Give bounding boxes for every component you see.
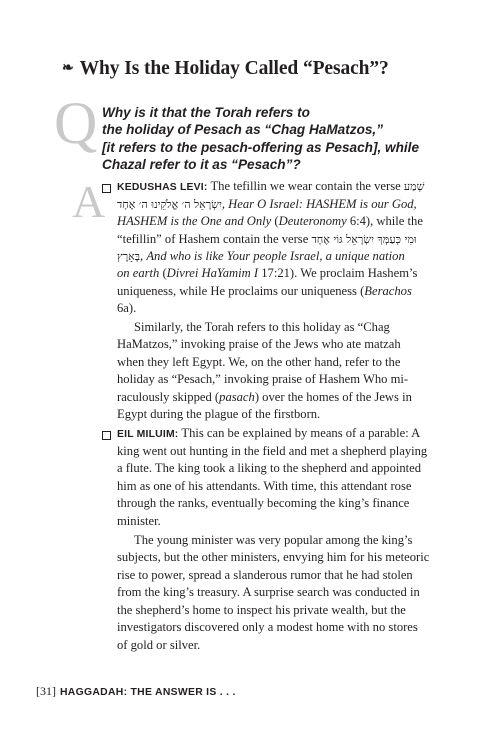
page-number: [31] <box>36 684 56 698</box>
question-drop-letter: Q <box>54 90 98 156</box>
heading-title: Why Is the Holiday Called “Pesach”? <box>79 58 389 79</box>
text-line: Egypt during the plague of the firstborn. <box>117 407 321 421</box>
text-line: of gold or silver. <box>117 638 201 652</box>
page-footer <box>36 684 236 699</box>
text-line: investigators discovered only a modest home with no stores <box>117 620 418 634</box>
text-line: king went out hunting in the field and met a shepherd playing <box>117 444 428 458</box>
section-heading <box>62 58 482 80</box>
text-line: minister. <box>117 514 161 528</box>
running-title: HAGGADAH: THE ANSWER IS . . . <box>60 687 236 698</box>
text-line: subjects, but the other ministers, envying him for his meteoric <box>117 550 430 564</box>
text-line: the shepherd’s home to inspect his private wealth, but the <box>117 603 406 617</box>
text-line: HaMatzos,” invoking praise of the Jews who ate matzah <box>117 337 401 351</box>
text-line: from the king’s treasury. A surprise search was conducted in <box>117 585 420 599</box>
fleuron-icon: ❧ <box>62 61 74 76</box>
answer-drop-letter: A <box>72 176 106 227</box>
text-line: on earth (Divrei HaYamim I 17:21). We proclaim Hashem’s <box>117 266 418 280</box>
text-line: through the ranks, eventually becoming the king’s finance <box>117 496 410 510</box>
text-line: בָּאָרֶץ, And who is like Your people Israel, a unique nation <box>117 249 405 263</box>
question-line: Why is it that the Torah refers to <box>102 105 310 120</box>
text-line: uniqueness, while He proclaims our uniqueness (Berachos <box>117 284 412 298</box>
text-line: him as one of his attendants. With time, this attendant rose <box>117 479 412 493</box>
text-line: EIL MILUIM: This can be explained by means of a parable: A <box>117 426 421 440</box>
question-line: the holiday of Pesach as “Chag HaMatzos,” <box>102 122 384 138</box>
text-line: 6a). <box>117 301 137 315</box>
question-text <box>102 104 457 173</box>
question-line: Chazal refer to it as “Pesach”? <box>102 156 301 172</box>
text-line: “tefillin” of Hashem contain the verse וּמִי כְּעַמְּךָ יִשְׂרָאֵל גּוֹי אֶחָד <box>117 232 417 246</box>
text-line: KEDUSHAS LEVI: The tefillin we wear contain the verse שְׁמַע <box>117 179 425 193</box>
question-line: [it refers to the pesach-offering as Pesach], while <box>102 139 420 155</box>
text-line: Similarly, the Torah refers to this holiday as “Chag <box>134 320 390 334</box>
text-line: a flute. The king took a liking to the shepherd and appointed <box>117 461 422 475</box>
checkbox-icon <box>102 431 111 440</box>
text-line: יִשְׂרָאֵל ה׳ אֱלֹקֵינוּ ה׳ אֶחָד, Hear O Israel: HASHEM is our God, <box>117 197 417 211</box>
source-label: EIL MILUIM: <box>117 429 179 440</box>
text-line: HASHEM is the One and Only (Deuteronomy 6:4), while the <box>117 214 423 228</box>
text-line: The young minister was very popular among the king’s <box>134 533 413 547</box>
source-label: KEDUSHAS LEVI: <box>117 182 208 193</box>
text-line: rise to power, spread a slanderous rumor that he had stolen <box>117 568 413 582</box>
text-line: raculously skipped (pasach) over the homes of the Jews in <box>117 390 412 404</box>
text-line: holiday as “Pesach,” invoking praise of Hashem Who mi- <box>117 372 409 386</box>
checkbox-icon <box>102 184 111 193</box>
text-line: when they left Egypt. We, on the other hand, refer to the <box>117 355 401 369</box>
